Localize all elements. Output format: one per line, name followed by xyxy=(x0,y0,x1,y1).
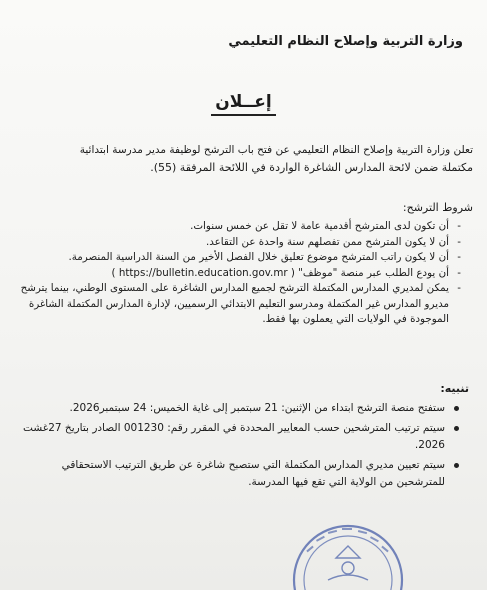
application-platform-link[interactable]: https://bulletin.education.gov.mr xyxy=(118,266,288,279)
announcement-title-text: إعــلان xyxy=(211,92,275,116)
official-stamp-icon xyxy=(288,518,408,590)
condition-item: - أن تكون لدى المترشح أقدمية عامة لا تقل عن خمس سنوات. xyxy=(9,219,449,235)
ministry-header: وزارة التربية وإصلاح النظام التعليمي xyxy=(228,34,463,49)
notes-heading: تنبيه: xyxy=(440,382,469,395)
announcement-title xyxy=(0,92,487,112)
condition-item: - يمكن لمديري المدارس المكتملة الترشح لجميع المدارس الشاغرة على المستوى الوطني، بينما يترشح مديرو المدارس غير المكتملة ومدرسو التعليم الابتدائي الرسميين، لإدارة المدارس المكتملة الشاغرة الموجودة في الولايات التي يعملون بها فقط. xyxy=(9,281,449,328)
note-item: ستفتح منصة الترشح ابتداء من الإثنين: 21 سبتمبر إلى غاية الخميس: 24 سبتمبر2026. xyxy=(15,400,445,417)
notes-list xyxy=(15,400,461,494)
conditions-heading: شروط الترشح: xyxy=(402,201,473,214)
intro-paragraph xyxy=(13,142,473,176)
apply-text: أن يودع الطلب عبر منصة "موظف" ( xyxy=(290,266,449,279)
intro-line-2: مكتملة ضمن لائحة المدارس الشاغرة الواردة في اللائحة المرفقة (55). xyxy=(150,161,473,174)
condition-item: - أن لا يكون المترشح ممن تفصلهم سنة واحدة عن التقاعد. xyxy=(9,235,449,251)
intro-line-1: تعلن وزارة التربية وإصلاح النظام التعليمي عن فتح باب الترشح لوظيفة مدير مدرسة ابتدائية xyxy=(79,144,473,156)
apply-text-close: ) xyxy=(111,266,116,279)
condition-item: - أن لا يكون راتب المترشح موضوع تعليق خلال الفصل الأخير من السنة الدراسية المنصرمة. xyxy=(9,250,449,266)
conditions-list xyxy=(9,219,465,328)
note-item: سيتم ترتيب المترشحين حسب المعايير المحددة في المقرر رقم: 001230 الصادر بتاريخ 27غشت 2026. xyxy=(15,420,445,454)
condition-item-apply xyxy=(9,266,449,282)
note-item: سيتم تعيين مديري المدارس المكتملة التي ستصبح شاغرة عن طريق الترتيب الاستحقاقي للمترشحين من الولاية التي تقع فيها المدرسة. xyxy=(15,457,445,491)
